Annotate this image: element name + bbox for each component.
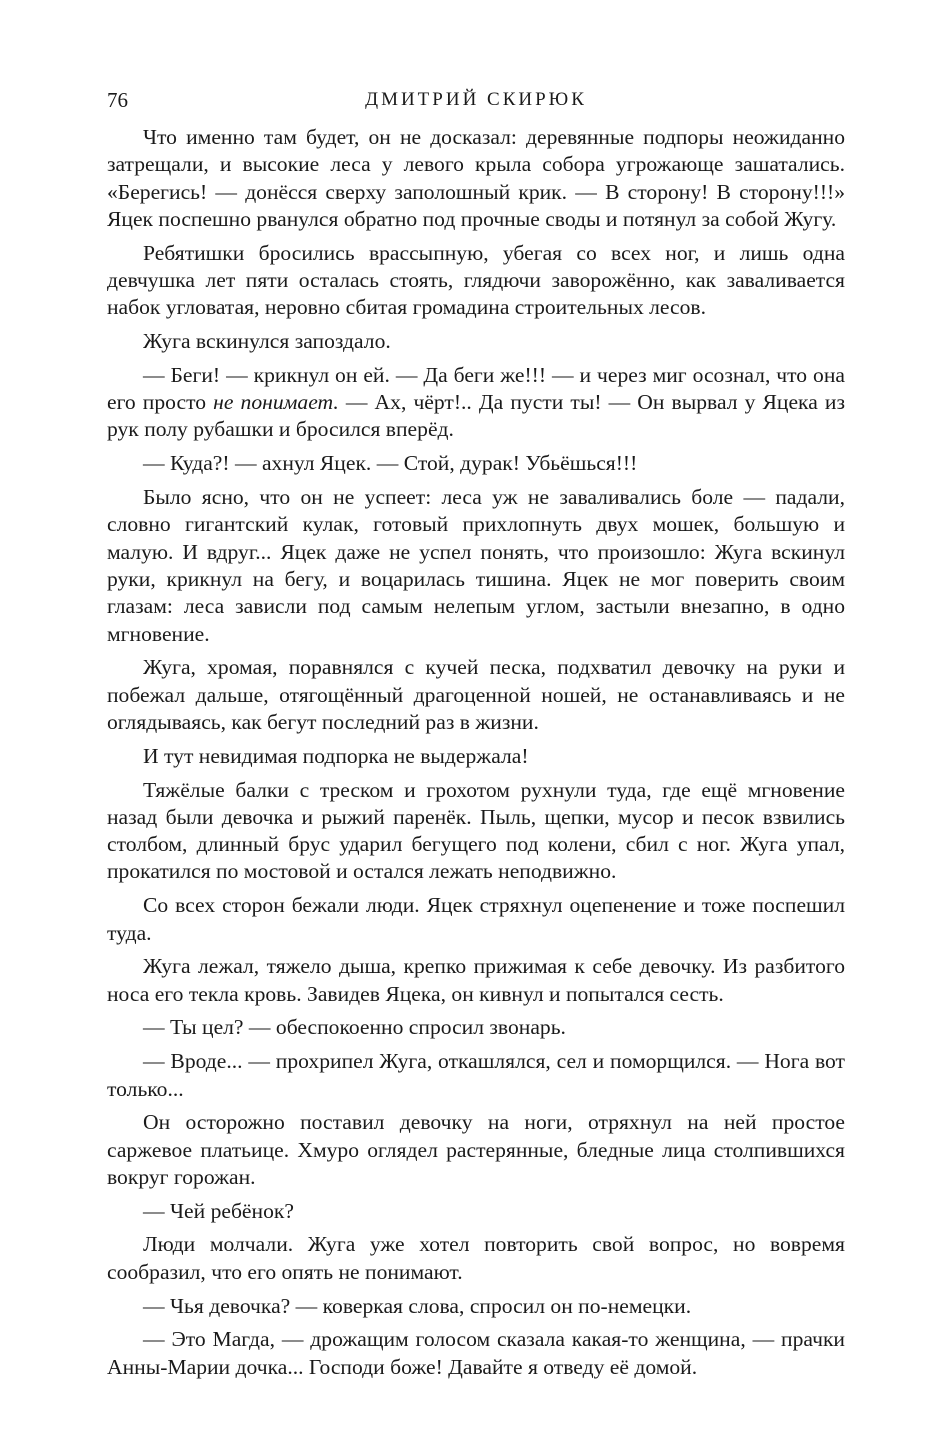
text-run: — Ах, чёрт!.. Да пусти ты! — Он вырвал у Яцека из рук полу рубашки и бросился вперёд. xyxy=(107,390,845,442)
text-run: — Беги! — крикнул он ей. — Да беги же!!! — и через миг осознал, что она его просто xyxy=(107,362,845,415)
paragraph: Жуга лежал, тяжело дыша, крепко прижимая к себе девочку. Из разбитого носа его текла кровь. Завидев Яцека, он кивнул и попытался сесть. xyxy=(107,954,845,1006)
paragraph: — Чья девочка? — коверкая слова, спросил он по-немецки. xyxy=(143,1293,692,1318)
book-page xyxy=(107,86,845,1387)
paragraph: Что именно там будет, он не досказал: деревянные подпоры неожиданно затрещали, и высокие леса у левого крыла собора угрожающе зашатались. «Берегись! — донёсся сверху заполошный крик. — В сторону! В сторону!!!» Яцек поспешно рванулся обратно под прочные своды и потянул за собой Жугу. xyxy=(107,125,845,231)
paragraph: — Ты цел? — обеспокоенно спросил звонарь. xyxy=(143,1015,566,1040)
paragraph: — Чей ребёнок? xyxy=(143,1198,294,1223)
body-text xyxy=(107,124,845,1381)
paragraph: — Это Магда, — дрожащим голосом сказала какая-то женщина, — прачки Анны-Марии дочка... Господи боже! Давайте я отведу её домой. xyxy=(107,1327,845,1379)
paragraph: Тяжёлые балки с треском и грохотом рухнули туда, где ещё мгновение назад были девочка и рыжий паренёк. Пыль, щепки, мусор и песок взвились столбом, длинный брус ударил бегущего под колени, сбил с ног. Жуга упал, прокатился по мостовой и остался лежать неподвижно. xyxy=(107,777,845,884)
paragraph xyxy=(107,362,845,444)
paragraph: Люди молчали. Жуга уже хотел повторить свой вопрос, но вовремя сообразил, что его опять не понимают. xyxy=(107,1232,845,1284)
paragraph: И тут невидимая подпорка не выдержала! xyxy=(143,743,529,768)
paragraph: — Вроде... — прохрипел Жуга, откашлялся, сел и поморщился. — Нога вот только... xyxy=(107,1049,845,1101)
page-header xyxy=(107,86,845,122)
page-number: 76 xyxy=(107,88,128,112)
paragraph: — Куда?! — ахнул Яцек. — Стой, дурак! Убьёшься!!! xyxy=(143,451,638,476)
paragraph: Было ясно, что он не успеет: леса уж не заваливались боле — падали, словно гигантский кулак, готовый прихлопнуть двух мошек, большую и малую. И вдруг... Яцек даже не успел понять, что произошло: Жуга вскинул руки, крикнул на бегу, и воцарилась тишина. Яцек не мог поверить своим глазам: леса зависли под самым нелепым углом, застыли внезапно, в одно мгновение. xyxy=(107,485,845,646)
paragraph: Жуга вскинулся запоздало. xyxy=(143,329,391,354)
italic-text-run: не понимает. xyxy=(213,390,339,415)
paragraph: Ребятишки бросились врассыпную, убегая со всех ног, и лишь одна девчушка лет пяти осталась стоять, глядючи заворожённо, как заваливается набок угловатая, неровно сбитая громадина строительных лесов. xyxy=(107,240,845,320)
paragraph: Он осторожно поставил девочку на ноги, отряхнул на ней простое саржевое платьице. Хмуро оглядел растерянные, бледные лица столпившихся вокруг горожан. xyxy=(107,1110,845,1189)
paragraph: Со всех сторон бежали люди. Яцек стряхнул оцепенение и тоже поспешил туда. xyxy=(107,893,845,945)
running-head-author: ДМИТРИЙ СКИРЮК xyxy=(365,89,587,110)
paragraph: Жуга, хромая, поравнялся с кучей песка, подхватил девочку на руки и побежал дальше, отягощённый драгоценной ношей, не останавливаясь и не оглядываясь, как бегут последний раз в жизни. xyxy=(107,655,845,734)
